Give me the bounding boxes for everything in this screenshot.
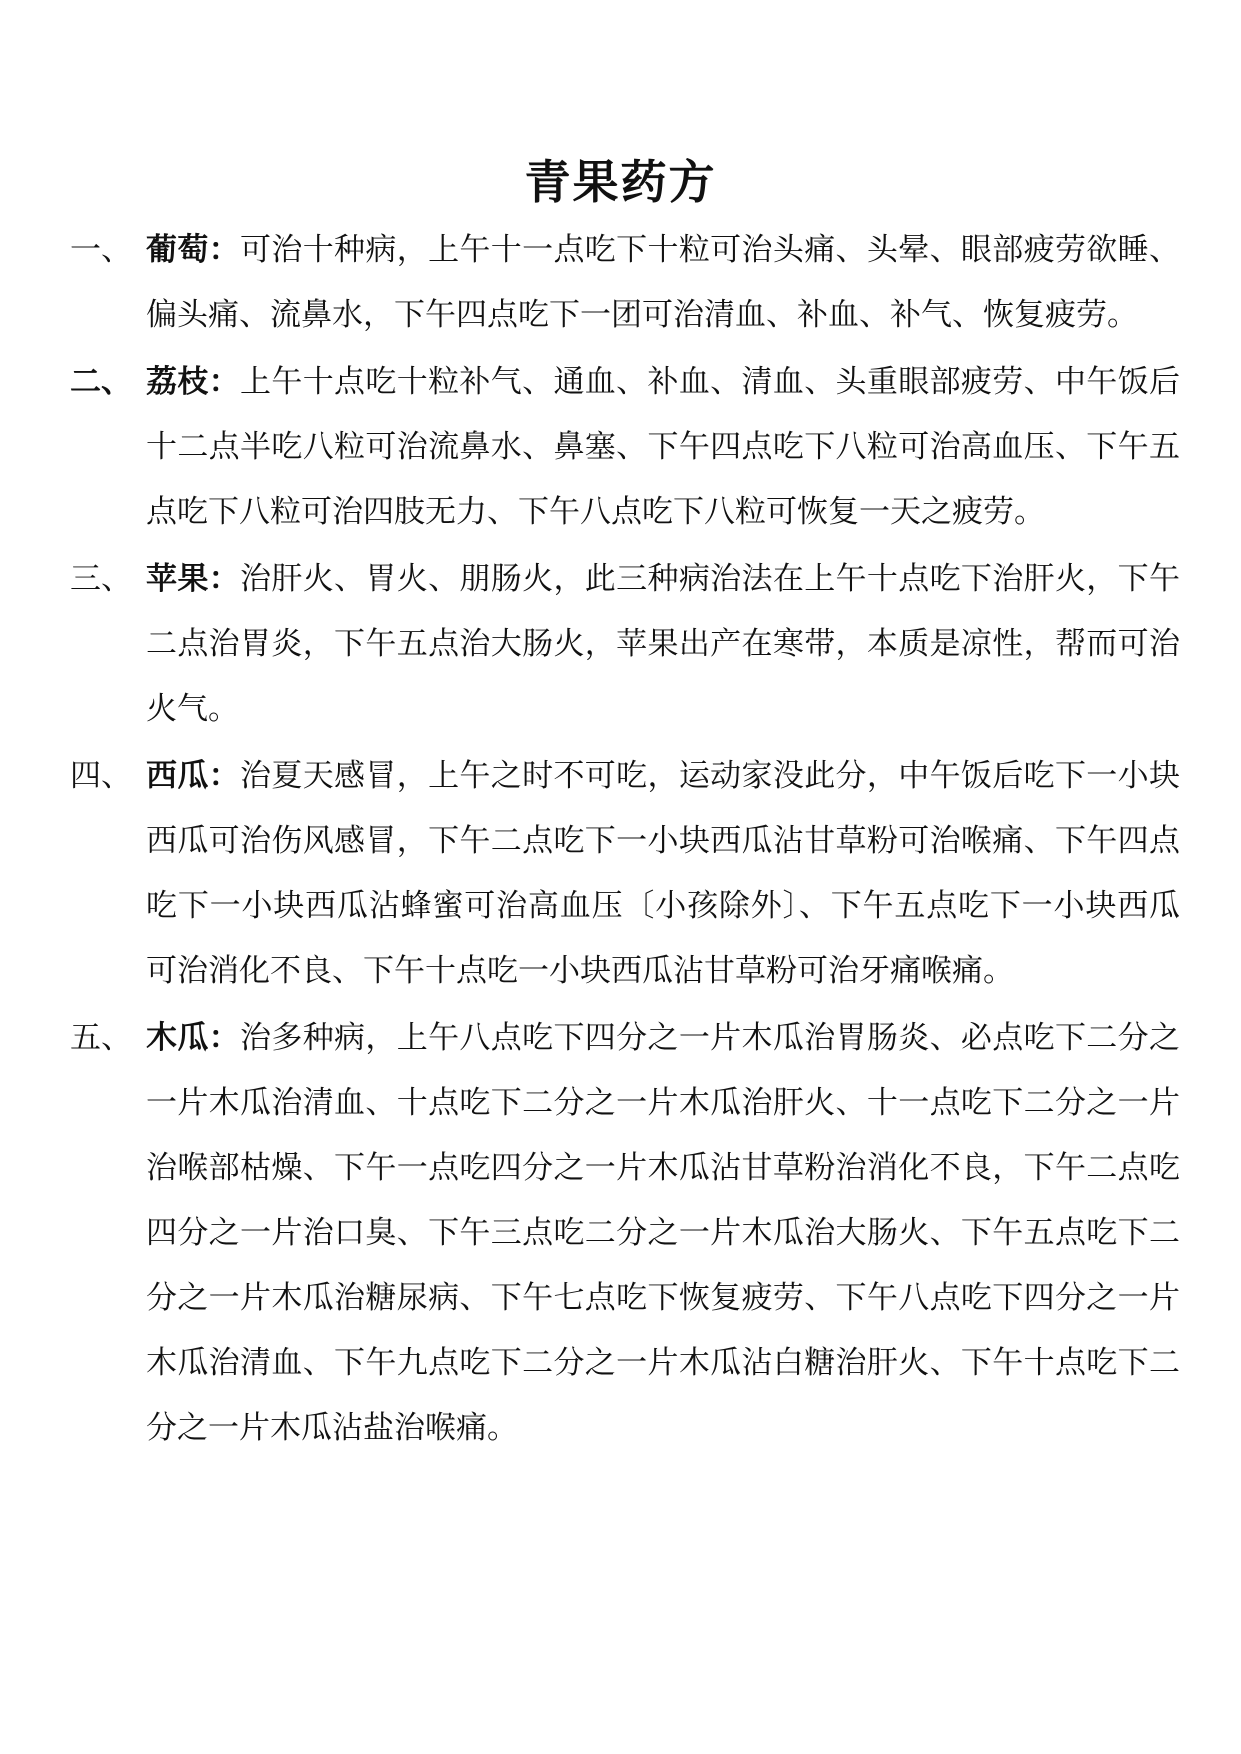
item-text: 治肝火、胃火、朋肠火，此三种病治法在上午十点吃下治肝火，下午二点治胃炎，下午五点治大肠火，苹果出产在寒带，本质是凉性，帮而可治火气。 <box>146 561 1180 727</box>
item-number: 五、 <box>70 1020 132 1056</box>
item-text: 可治十种病，上午十一点吃下十粒可治头痛、头晕、眼部疲劳欲睡、偏头痛、流鼻水，下午四点吃下一团可治清血、补血、补气、恢复疲劳。 <box>146 232 1180 333</box>
item-text: 治多种病，上午八点吃下四分之一片木瓜治胃肠炎、必点吃下二分之一片木瓜治清血、十点吃下二分之一片木瓜治肝火、十一点吃下二分之一片治喉部枯燥、下午一点吃四分之一片木瓜沾甘草粉治消化不良，下午二点吃四分之一片治口臭、下午三点吃二分之一片木瓜治大肠火、下午五点吃下二分之一片木瓜治糖尿病、下午七点吃下恢复疲劳、下午八点吃下四分之一片木瓜治清血、下午九点吃下二分之一片木瓜沾白糖治肝火、下午十点吃下二分之一片木瓜沾盐治喉痛。 <box>146 1020 1180 1446</box>
list-item <box>70 350 1180 545</box>
item-number: 四、 <box>70 758 132 794</box>
fruit-name: 苹果： <box>146 561 241 597</box>
fruit-name: 西瓜： <box>146 758 241 794</box>
list-item <box>70 547 1180 742</box>
item-number: 二、 <box>70 364 132 400</box>
list-item <box>70 218 1180 348</box>
list-item <box>70 744 1180 1004</box>
item-number: 一、 <box>70 232 132 268</box>
page-title: 青果药方 <box>524 155 717 209</box>
item-text: 治夏天感冒，上午之时不可吃，运动家没此分，中午饭后吃下一小块西瓜可治伤风感冒，下午二点吃下一小块西瓜沾甘草粉可治喉痛、下午四点吃下一小块西瓜沾蜂蜜可治高血压〔小孩除外〕、下午五点吃下一小块西瓜可治消化不良、下午十点吃一小块西瓜沾甘草粉可治牙痛喉痛。 <box>146 758 1180 989</box>
item-text: 上午十点吃十粒补气、通血、补血、清血、头重眼部疲劳、中午饭后十二点半吃八粒可治流鼻水、鼻塞、下午四点吃下八粒可治高血压、下午五点吃下八粒可治四肢无力、下午八点吃下八粒可恢复一天之疲劳。 <box>146 364 1180 530</box>
fruit-name: 葡萄： <box>146 232 241 268</box>
fruit-name: 木瓜： <box>146 1020 241 1056</box>
remedy-list <box>70 218 1180 1463</box>
fruit-name: 荔枝： <box>146 364 241 400</box>
list-item <box>70 1006 1180 1461</box>
item-number: 三、 <box>70 561 132 597</box>
